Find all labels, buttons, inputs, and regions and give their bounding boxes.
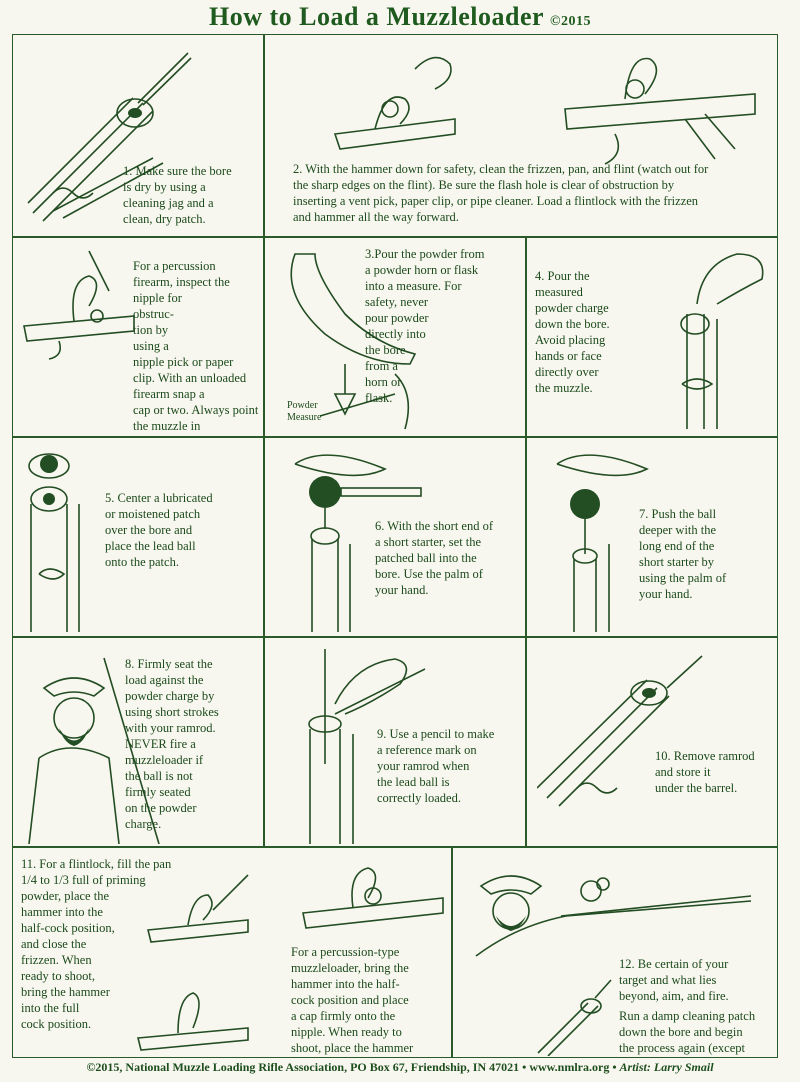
full-cock-flintlock-illustration xyxy=(133,988,253,1058)
step-11-percussion-text: For a percussion-type muzzleloader, bring the hammer into the half- cock position and place a cap firmly onto the nipple. When ready to shoot, place the hammer xyxy=(291,945,414,1055)
footer xyxy=(0,1060,800,1075)
half-cock-flintlock-illustration xyxy=(143,870,253,950)
step-2-panel xyxy=(264,34,778,237)
step-5-panel xyxy=(12,437,264,637)
step-12-cleaning-text: Run a damp cleaning patch down the bore and begin the process again (except xyxy=(619,1009,756,1055)
flintlock-vent-pick-illustration xyxy=(555,39,765,169)
step-10-panel xyxy=(526,637,778,847)
patch-and-ball-illustration xyxy=(19,444,99,634)
step-6-panel xyxy=(264,437,526,637)
title-text: How to Load a Muzzleloader xyxy=(208,2,545,31)
step-12-text: 12. Be certain of your target and what lies beyond, aim, and fire. xyxy=(619,957,729,1003)
step-8-panel xyxy=(12,637,264,847)
cleaning-patch-barrel-illustration xyxy=(533,978,613,1056)
step-7-text: 7. Push the ball deeper with the long end of the short starter by using the palm of your hand. xyxy=(639,507,727,601)
flintlock-cleaning-illustration xyxy=(325,39,465,159)
step-11-text: 11. For a flintlock, fill the pan 1/4 to 1/3 full of priming powder, place the hammer into the half-cock position, and close the frizzen. When ready to shoot, bring the hammer into the full cock position. xyxy=(21,857,172,1031)
page-title xyxy=(0,2,800,32)
instruction-sheet xyxy=(12,34,778,1058)
step-3-panel xyxy=(264,237,526,437)
step-10-text: 10. Remove ramrod and store it under the barrel. xyxy=(655,749,755,795)
step-3-text: 3.Pour the powder from a powder horn or flask into a measure. For safety, never pour powder directly into the bore from a horn or flask. xyxy=(365,247,485,405)
percussion-half-cock-illustration xyxy=(298,858,448,938)
percussion-panel xyxy=(12,237,264,437)
percussion-text xyxy=(13,258,264,437)
step-7-panel xyxy=(526,437,778,637)
step-9-text: 9. Use a pencil to make a reference mark on your ramrod when the lead ball is correctly loaded. xyxy=(377,727,495,805)
footer-artist: Artist: Larry Smail xyxy=(619,1060,714,1074)
step-4-panel xyxy=(526,237,778,437)
step-5-text: 5. Center a lubricated or moistened patch over the bore and place the lead ball onto the patch. xyxy=(105,491,213,569)
percussion-text-body: For a percussion firearm, inspect the nipple for obstruc- tion by using a nipple pick or paper clip. With an unloaded firearm snap a cap or two. Always point the muzzle in xyxy=(133,259,259,433)
step-11-panel xyxy=(12,847,452,1058)
step-9-panel xyxy=(264,637,526,847)
step-1-text: 1. Make sure the bore is dry by using a cleaning jag and a clean, dry patch. xyxy=(123,164,232,226)
step-12-panel xyxy=(452,847,778,1058)
step-1-panel xyxy=(12,34,264,237)
footer-text: ©2015, National Muzzle Loading Rifle Association, PO Box 67, Friendship, IN 47021 • www.nmlra.org • xyxy=(86,1060,620,1074)
step-6-text: 6. With the short end of a short starter, set the patched ball into the bore. Use the palm of your hand. xyxy=(375,519,493,597)
title-copyright: ©2015 xyxy=(550,14,592,29)
step-4-text: 4. Pour the measured powder charge down the bore. Avoid placing hands or face directly over the muzzle. xyxy=(535,269,610,395)
pour-charge-illustration xyxy=(662,244,772,434)
step-8-text: 8. Firmly seat the load against the powder charge by using short strokes with your ramrod. NEVER fire a muzzleloader if the ball is not firmly seated on the powder charge. xyxy=(125,657,219,831)
powder-measure-label: Powder Measure xyxy=(287,400,322,423)
shooter-aiming-illustration xyxy=(461,856,771,966)
step-2-text: 2. With the hammer down for safety, clean the frizzen, pan, and flint (watch out for the sharp edges on the flint). Be sure the flash hole is clear of obstruction by inserting a vent pick, paper clip, or pipe cleaner. Load a flintlock with the frizzen and hammer all the way forward. xyxy=(293,162,709,224)
